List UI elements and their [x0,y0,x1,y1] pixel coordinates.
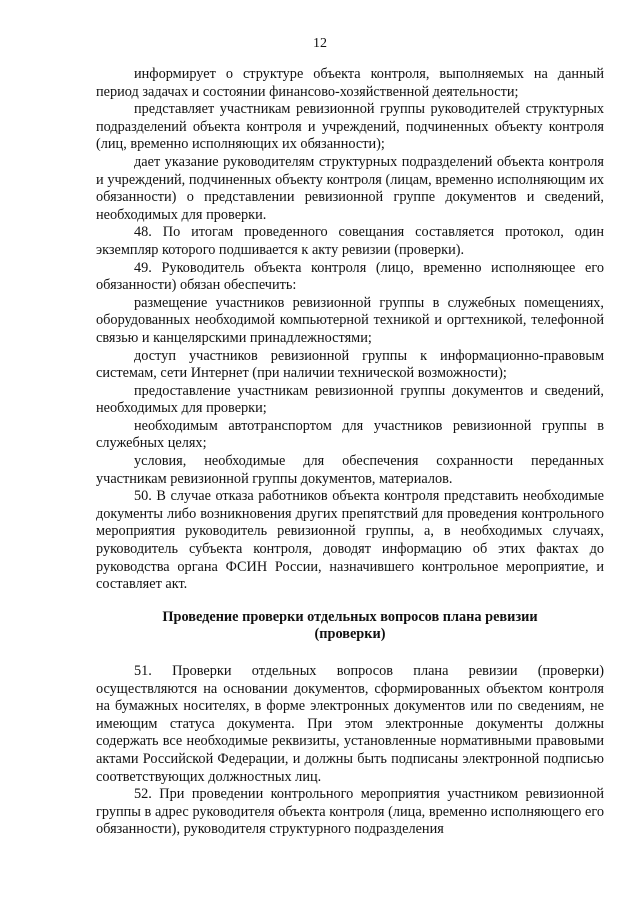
section-heading [96,609,604,644]
paragraph-49: 49. Руководитель объекта контроля (лицо, временно исполняющее его обязанности) обязан обеспечить: [96,259,604,294]
paragraph-52: 52. При проведении контрольного мероприятия участником ревизионной группы в адрес руководителя объекта контроля (лица, временно исполняющего его обязанности), руководителя структурного подразделения [96,786,604,838]
paragraph: информирует о структуре объекта контроля, выполняемых на данный период задачах и состоянии финансово-хозяйственной деятельности; [96,66,604,100]
paragraph: размещение участников ревизионной группы в служебных помещениях, оборудованных необходимой компьютерной техникой и оргтехникой, телефонной связью и канцелярскими принадлежностями; [96,294,604,346]
section-heading-line-1: Проведение проверки отдельных вопросов плана ревизии [162,608,538,625]
document-body [96,66,604,839]
paragraph-48: 48. По итогам проведенного совещания составляется протокол, один экземпляр которого подшивается к акту ревизии (проверки). [96,224,604,258]
section-heading-line-2: (проверки) [314,626,386,643]
paragraph: дает указание руководителям структурных подразделений объекта контроля и учреждений, подчиненных объекту контроля (лицам, временно исполняющим их обязанности) о представлении ревизионной группе документов и сведений, необходимых для проверки. [96,153,604,223]
paragraph-51: 51. Проверки отдельных вопросов плана ревизии (проверки) осуществляются на основании документов, сформированных объектом контроля на бумажных носителях, в форме электронных документов или по сведениям, не имеющим статуса документа. При этом электронные документы должны содержать все необходимые реквизиты, установленные нормативными правовыми актами Российской Федерации, и должны быть подписаны электронной подписью соответствующих должностных лиц. [96,663,604,785]
paragraph: предоставление участникам ревизионной группы документов и сведений, необходимых для проверки; [96,382,604,417]
page-number: 12 [313,36,327,51]
paragraph: представляет участникам ревизионной группы руководителей структурных подразделений объекта контроля и учреждений, подчиненных объекту контроля (лиц, временно исполняющих их обязанности); [96,101,604,153]
paragraph: необходимым автотранспортом для участников ревизионной группы в служебных целях; [96,417,604,452]
paragraph-50: 50. В случае отказа работников объекта контроля представить необходимые документы либо возникновения других препятствий для проведения контрольного мероприятия руководитель ревизионной группы, а, в необходимых случаях, руководитель субъекта контроля, доводят информацию об этих фактах до руководства органа ФСИН России, назначившего контрольное мероприятие, и составляет акт. [96,488,604,593]
paragraph: доступ участников ревизионной группы к информационно-правовым системам, сети Интернет (при наличии технической возможности); [96,347,604,382]
paragraph: условия, необходимые для обеспечения сохранности переданных участникам ревизионной группы документов, материалов. [96,453,604,487]
